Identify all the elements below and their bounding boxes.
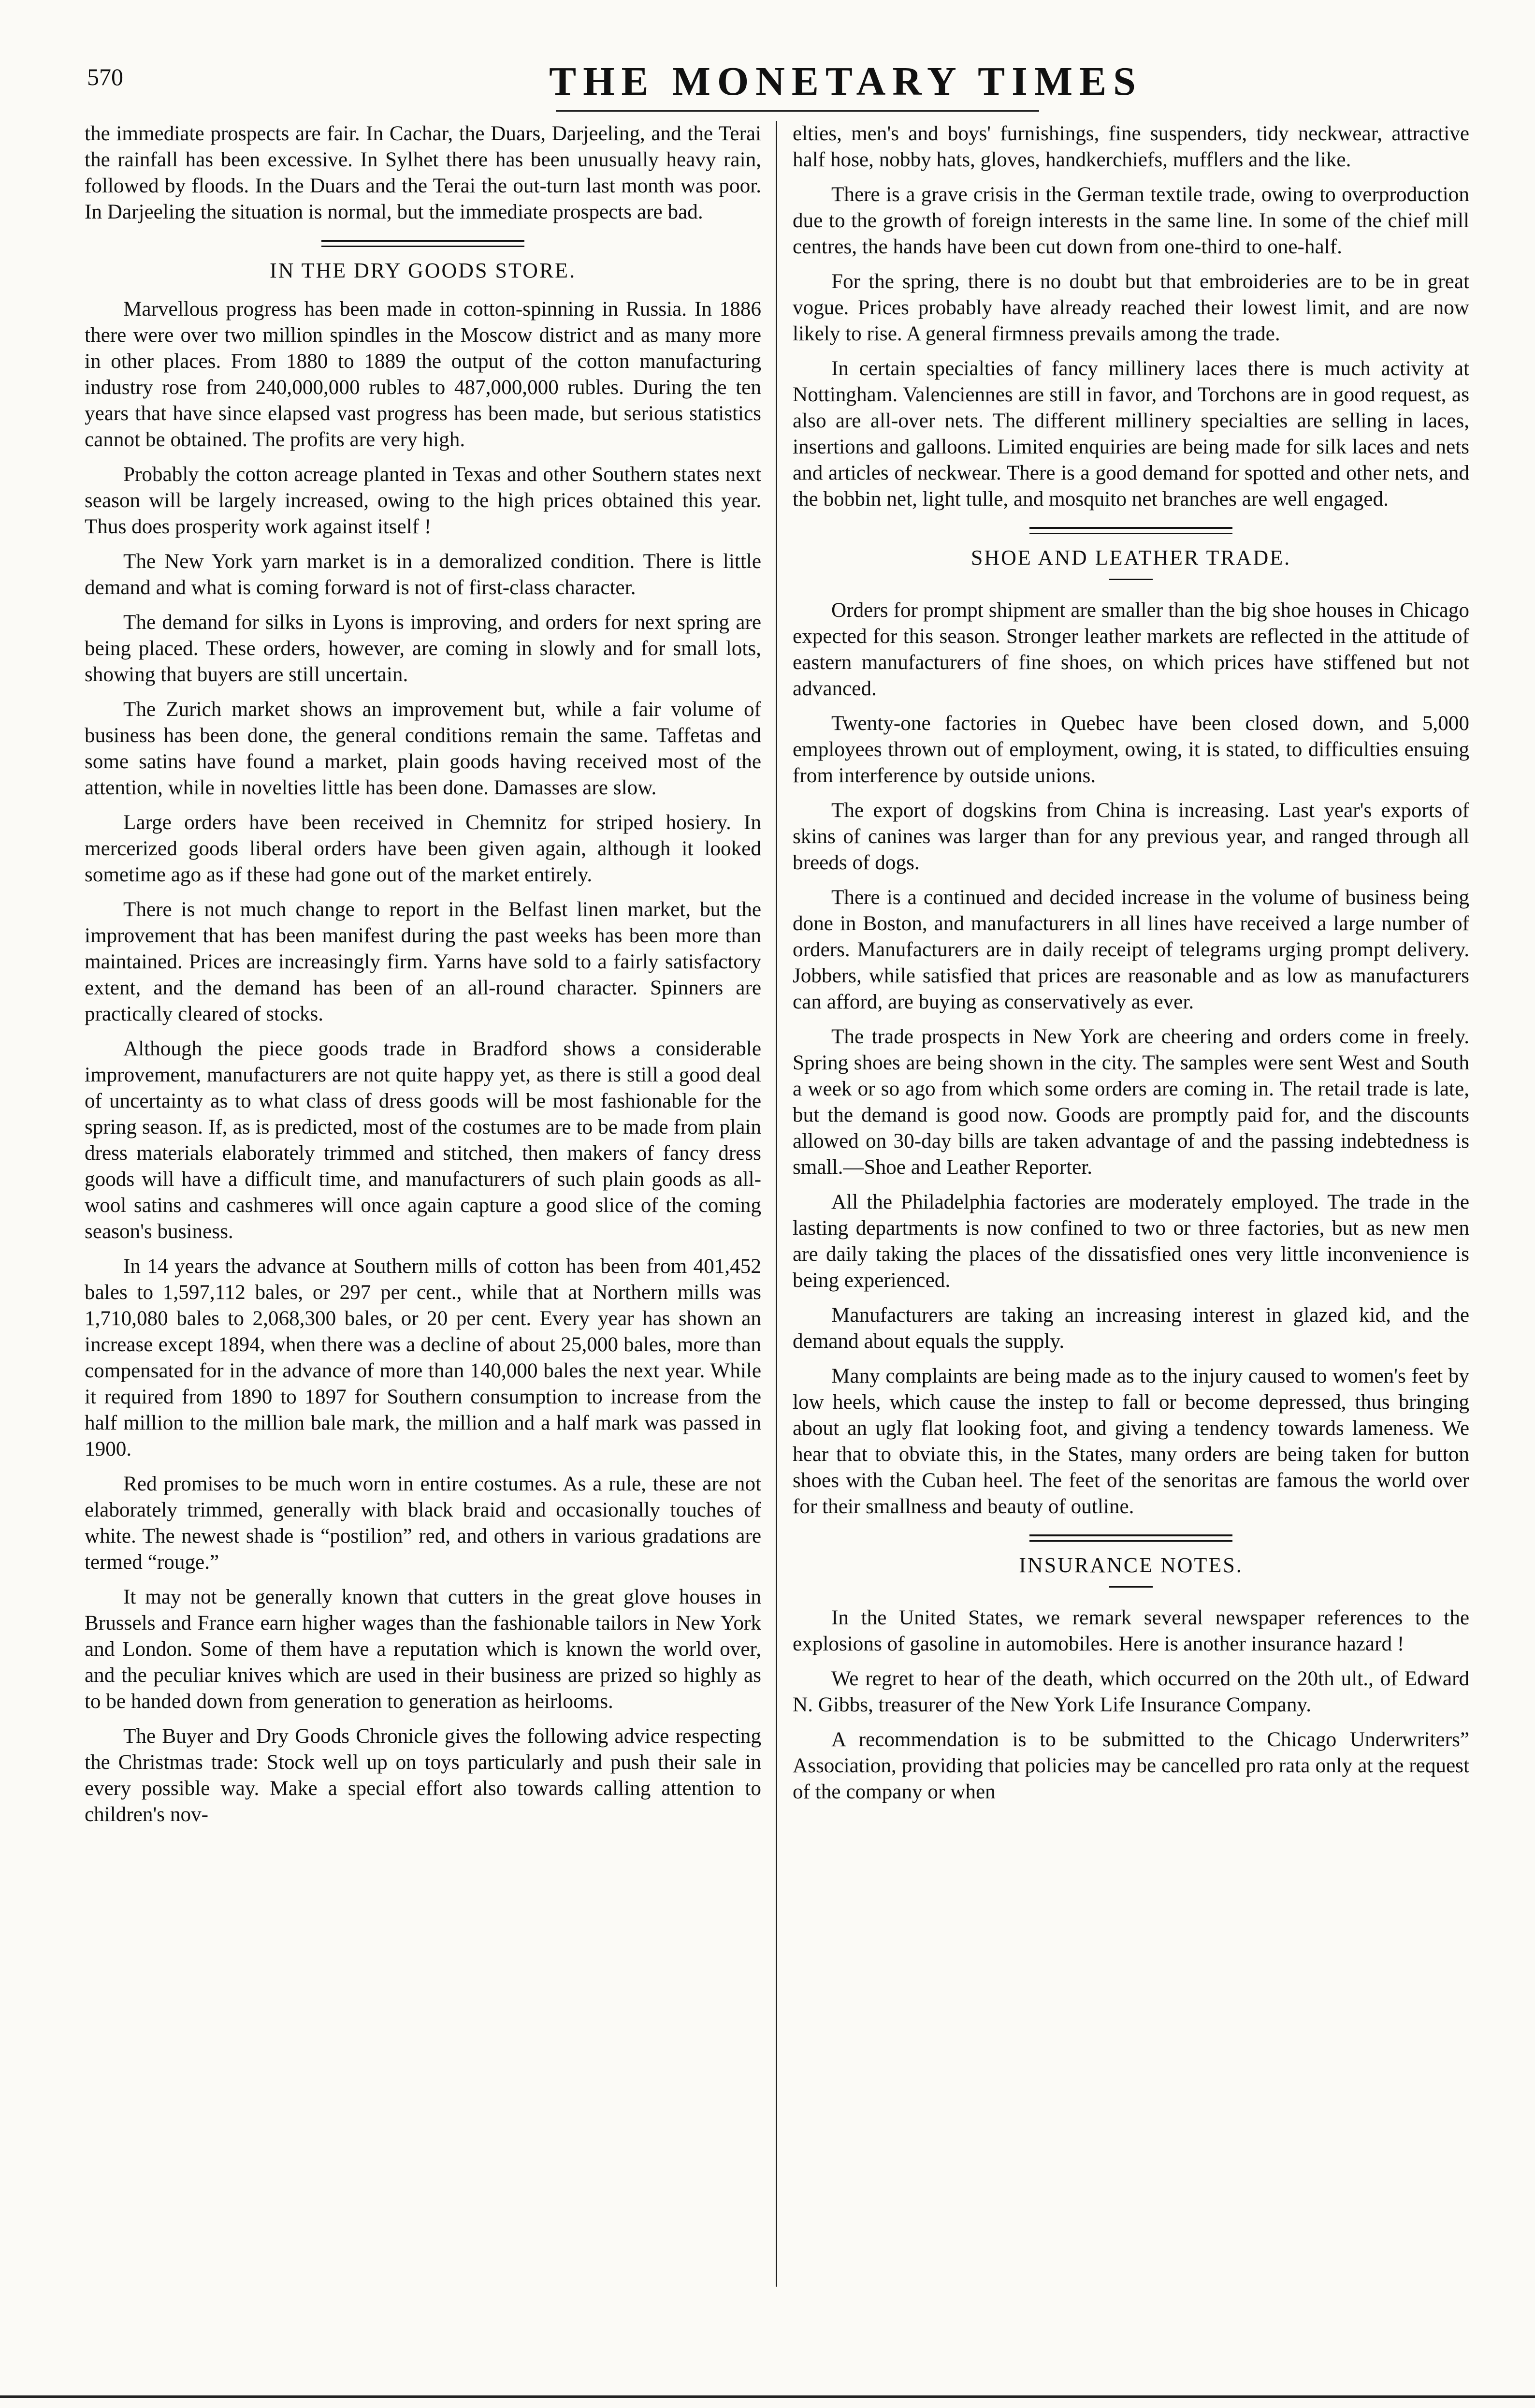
article-paragraph: We regret to hear of the death, which occurred on the 20th ult., of Edward N. Gibbs, treasurer of the New York Life Insurance Company. [793, 1667, 1469, 1716]
left-column [85, 121, 761, 1837]
article-paragraph: Large orders have been received in Chemnitz for striped hosiery. In mercerized goods liberal orders have been given again, although it looked sometime ago as if these had gone out of the market entirely. [85, 811, 761, 886]
page-bottom-rule [0, 2395, 1535, 2398]
article-paragraph: The Zurich market shows an improvement but, while a fair volume of business has been done, the general conditions remain the same. Taffetas and some satins have found a market, plain goods having received most of the attention, while in novelties little has been done. Damasses are slow. [85, 698, 761, 799]
article-paragraph: There is not much change to report in the Belfast linen market, but the improvement that has been manifest during the past weeks has been more than maintained. Prices are increasingly firm. Yarns have sold to a fairly satisfactory extent, and the demand has been of an all-round character. Spinners are practically cleared of stocks. [85, 898, 761, 1025]
article-paragraph: Twenty-one factories in Quebec have been closed down, and 5,000 employees thrown out of employment, owing, it is stated, to difficulties ensuing from interference by outside unions. [793, 712, 1469, 787]
article-paragraph: The Buyer and Dry Goods Chronicle gives the following advice respecting the Christmas trade: Stock well up on toys particularly and push their sale in every possible way. Make a special effort also towards calling attention to children's nov- [85, 1725, 761, 1826]
article-paragraph: There is a grave crisis in the German textile trade, owing to overproduction due to the growth of foreign interests in the same line. In some of the chief mill centres, the hands have been cut down from one-third to one-half. [793, 183, 1469, 258]
article-paragraph: Manufacturers are taking an increasing interest in glazed kid, and the demand about equals the supply. [793, 1304, 1469, 1353]
article-paragraph: Orders for prompt shipment are smaller than the big shoe houses in Chicago expected for this season. Stronger leather markets are reflected in the attitude of eastern manufacturers of fine shoes, on which prices have stiffened but not advanced. [793, 599, 1469, 700]
article-paragraph: All the Philadelphia factories are moderately employed. The trade in the lasting departments is now confined to two or three factories, but as new men are daily taking the places of the dissatisfied ones very little inconvenience is being experienced. [793, 1191, 1469, 1292]
section-title-dry-goods: IN THE DRY GOODS STORE. [269, 259, 577, 282]
header-rule [556, 110, 1039, 112]
title-underline [1109, 1586, 1153, 1588]
article-paragraph: In the United States, we remark several newspaper references to the explosions of gasoline in automobiles. Here is another insurance hazard ! [793, 1606, 1469, 1655]
masthead-title: THE MONETARY TIMES [549, 59, 1143, 104]
article-paragraph: Although the piece goods trade in Bradford shows a considerable improvement, manufacturers are not quite happy yet, as there is still a good deal of uncertainty as to what class of dress goods will be most fashionable for the spring season. If, as is predicted, most of the costumes are to be made from plain dress materials elaborately trimmed and stitched, then makers of fancy dress goods will have a difficult time, and manufacturers of such plain goods as all-wool satins and cashmeres will once again capture a good slice of the coming season's business. [85, 1037, 761, 1243]
article-paragraph: Many complaints are being made as to the injury caused to women's feet by low heels, which cause the instep to fall or become depressed, thus bringing about an ugly flat looking foot, and giving a tendency towards lameness. We hear that to obviate this, in the States, many orders are being taken for button shoes with the Cuban heel. The feet of the senoritas are famous the world over for their smallness and beauty of outline. [793, 1365, 1469, 1518]
column-divider [776, 121, 777, 2287]
section-divider [321, 240, 524, 247]
article-paragraph: elties, men's and boys' furnishings, fine suspenders, tidy neckwear, attractive half hose, nobby hats, gloves, handkerchiefs, mufflers and the like. [793, 122, 1469, 171]
title-underline [1109, 579, 1153, 580]
article-paragraph: The New York yarn market is in a demoralized condition. There is little demand and what is coming forward is not of first-class character. [85, 550, 761, 599]
article-paragraph: A recommendation is to be submitted to the Chicago Underwriters” Association, providing that policies may be cancelled pro rata only at the request of the company or when [793, 1728, 1469, 1803]
article-paragraph: the immediate prospects are fair. In Cachar, the Duars, Darjeeling, and the Terai the rainfall has been excessive. In Sylhet there has been unusually heavy rain, followed by floods. In the Duars and the Terai the out-turn last month was poor. In Darjeeling the situation is normal, but the immediate prospects are bad. [85, 122, 761, 223]
section-title-insurance: INSURANCE NOTES. [1019, 1553, 1243, 1577]
section-title-shoe-leather: SHOE AND LEATHER TRADE. [970, 546, 1291, 569]
section-divider [1029, 527, 1232, 534]
article-paragraph: For the spring, there is no doubt but that embroideries are to be in great vogue. Prices probably have already reached their lowest limit, and are now likely to rise. A general firmness prevails among the trade. [793, 270, 1469, 345]
article-paragraph: In 14 years the advance at Southern mills of cotton has been from 401,452 bales to 1,597,112 bales, or 297 per cent., while that at Northern mills was 1,710,080 bales to 2,068,300 bales, or 20 per cent. Every year has shown an increase except 1894, when there was a decline of about 25,000 bales, more than compensated for in the advance of more than 140,000 bales the next year. While it required from 1890 to 1897 for Southern consumption to increase from the half million to the million bale mark, the million and a half mark was passed in 1900. [85, 1255, 761, 1460]
article-paragraph: There is a continued and decided increase in the volume of business being done in Boston, and manufacturers in all lines have received a large number of orders. Manufacturers are in daily receipt of telegrams urging prompt delivery. Jobbers, while satisfied that prices are reasonable and as low as manufacturers can afford, are buying as conservatively as ever. [793, 886, 1469, 1013]
article-paragraph: Probably the cotton acreage planted in Texas and other Southern states next season will be largely increased, owing to the high prices obtained this year. Thus does prosperity work against itself ! [85, 463, 761, 538]
article-paragraph: It may not be generally known that cutters in the great glove houses in Brussels and France earn higher wages than the fashionable tailors in New York and London. Some of them have a reputation which is known the world over, and the peculiar knives which are used in their business are prized so highly as to be handed down from generation to generation as heirlooms. [85, 1586, 761, 1713]
page-header [72, 58, 1464, 111]
article-paragraph: The export of dogskins from China is increasing. Last year's exports of skins of canines was larger than for any previous year, and ranged through all breeds of dogs. [793, 799, 1469, 874]
right-column [793, 121, 1469, 1814]
article-paragraph: The trade prospects in New York are cheering and orders come in freely. Spring shoes are being shown in the city. The samples were sent West and South a week or so ago from which some orders are coming in. The retail trade is late, but the demand is good now. Goods are promptly paid for, and the discounts allowed on 30-day bills are taken advantage of and the passing indebtedness is small.—Shoe and Leather Reporter. [793, 1025, 1469, 1179]
article-paragraph: Marvellous progress has been made in cotton-spinning in Russia. In 1886 there were over two million spindles in the Moscow district and as many more in other places. From 1880 to 1889 the output of the cotton manufacturing industry rose from 240,000,000 rubles to 487,000,000 rubles. During the ten years that have since elapsed vast progress has been made, but serious statistics cannot be obtained. The profits are very high. [85, 298, 761, 451]
section-divider [1029, 1534, 1232, 1542]
page-number: 570 [87, 63, 123, 90]
article-paragraph: Red promises to be much worn in entire costumes. As a rule, these are not elaborately trimmed, generally with black braid and occasionally touches of white. The newest shade is “postilion” red, and others in various gradations are termed “rouge.” [85, 1473, 761, 1574]
article-paragraph: In certain specialties of fancy millinery laces there is much activity at Nottingham. Valenciennes are still in favor, and Torchons are in good request, as also are all-over nets. The different millinery specialties are selling in laces, insertions and galloons. Limited enquiries are being made for silk laces and nets and articles of neckwear. There is a good demand for spotted and other nets, and the bobbin net, light tulle, and mosquito net branches are well engaged. [793, 357, 1469, 511]
article-paragraph: The demand for silks in Lyons is improving, and orders for next spring are being placed. These orders, however, are coming in slowly and for small lots, showing that buyers are still uncertain. [85, 611, 761, 686]
